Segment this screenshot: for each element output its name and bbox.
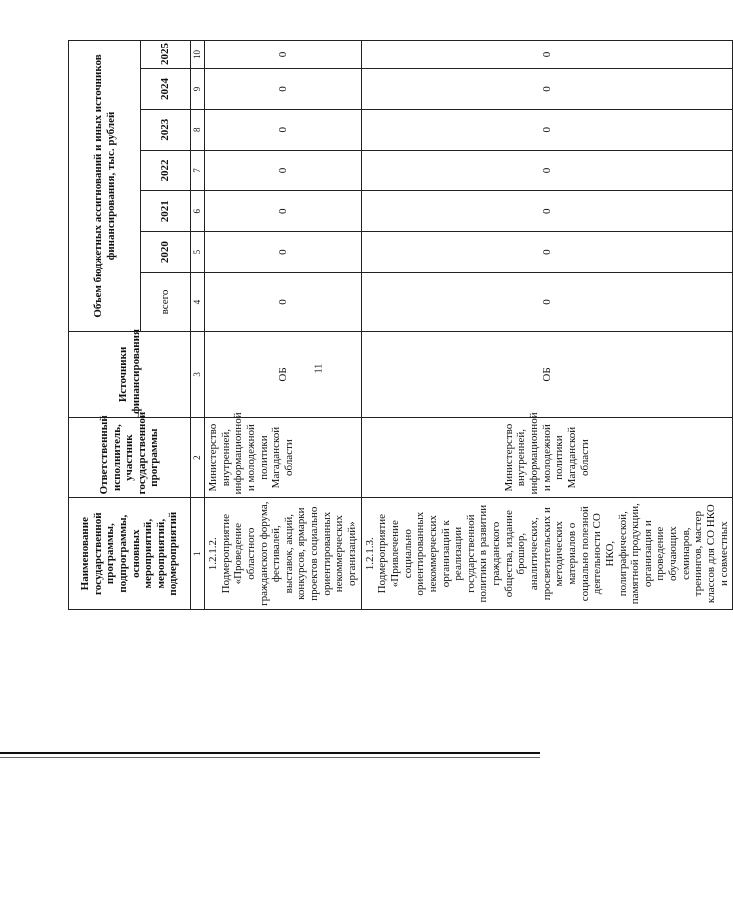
rotated-table-container — [68, 40, 730, 610]
column-number: 8 — [191, 109, 205, 150]
column-number: 10 — [191, 41, 205, 69]
header-volume: Объем бюджетных ассигнований и иных источников финансирования, тыс. рублей — [69, 41, 141, 332]
row-value-2021: 0 — [205, 191, 362, 232]
row-executor: Министерство внутренней, информационной и молодежной политики Магаданской области — [205, 417, 362, 498]
header-year: 2021 — [141, 191, 191, 232]
row-executor: Министерство внутренней, информационной и молодежной политики Магаданской области — [361, 417, 733, 498]
row-value-2023: 0 — [205, 109, 362, 150]
header-name: Наименование государственной программы, подпрограммы, основных мероприятий, мероприятий, подмероприятий — [69, 498, 191, 610]
row-value-2024: 0 — [361, 69, 733, 110]
row-value-2020: 0 — [361, 232, 733, 273]
row-name: 1.2.1.2. Подмероприятие «Проведение областного гражданского форума, фестивалей, выставок, акций, конкурсов, ярмарки проектов социально ориентированных некоммерческих организаций» — [205, 498, 362, 610]
table-row — [361, 41, 733, 610]
scan-edge-line — [0, 757, 540, 758]
row-value-total: 0 — [361, 272, 733, 331]
header-executor: Ответственный исполнитель, участник государственной программы — [69, 417, 191, 498]
row-source: ОБ — [361, 331, 733, 417]
column-number: 4 — [191, 272, 205, 331]
header-total: всего — [141, 272, 191, 331]
header-year: 2025 — [141, 41, 191, 69]
page-number: 11 — [313, 363, 325, 374]
row-value-2021: 0 — [361, 191, 733, 232]
row-value-2024: 0 — [205, 69, 362, 110]
scan-edge-line — [0, 752, 540, 754]
table-row — [205, 41, 362, 610]
column-number: 9 — [191, 69, 205, 110]
header-source: Источники финансирования — [69, 331, 191, 417]
column-number: 1 — [191, 498, 205, 610]
header-year: 2024 — [141, 69, 191, 110]
row-value-2025: 0 — [205, 41, 362, 69]
row-value-2022: 0 — [205, 150, 362, 191]
row-source: ОБ — [205, 331, 362, 417]
row-value-2022: 0 — [361, 150, 733, 191]
header-year: 2022 — [141, 150, 191, 191]
header-year: 2023 — [141, 109, 191, 150]
row-name: 1.2.1.3. Подмероприятие «Привлечение социально ориентированных некоммерческих организаций к реализации государственной политики в развитии гражданского общества, издание брошюр, аналитических, просветительских и методических материалов о социально полезной деятельности СО НКО, полиграфической, памятной продукции, организация и проведение обучающих семинаров, тренингов, мастер классов для СО НКО и совместных — [361, 498, 733, 610]
column-number: 7 — [191, 150, 205, 191]
column-number: 3 — [191, 331, 205, 417]
financing-table — [68, 40, 733, 610]
row-value-2023: 0 — [361, 109, 733, 150]
column-number: 5 — [191, 232, 205, 273]
row-value-total: 0 — [205, 272, 362, 331]
column-number: 6 — [191, 191, 205, 232]
row-value-2020: 0 — [205, 232, 362, 273]
column-number: 2 — [191, 417, 205, 498]
row-value-2025: 0 — [361, 41, 733, 69]
header-year: 2020 — [141, 232, 191, 273]
